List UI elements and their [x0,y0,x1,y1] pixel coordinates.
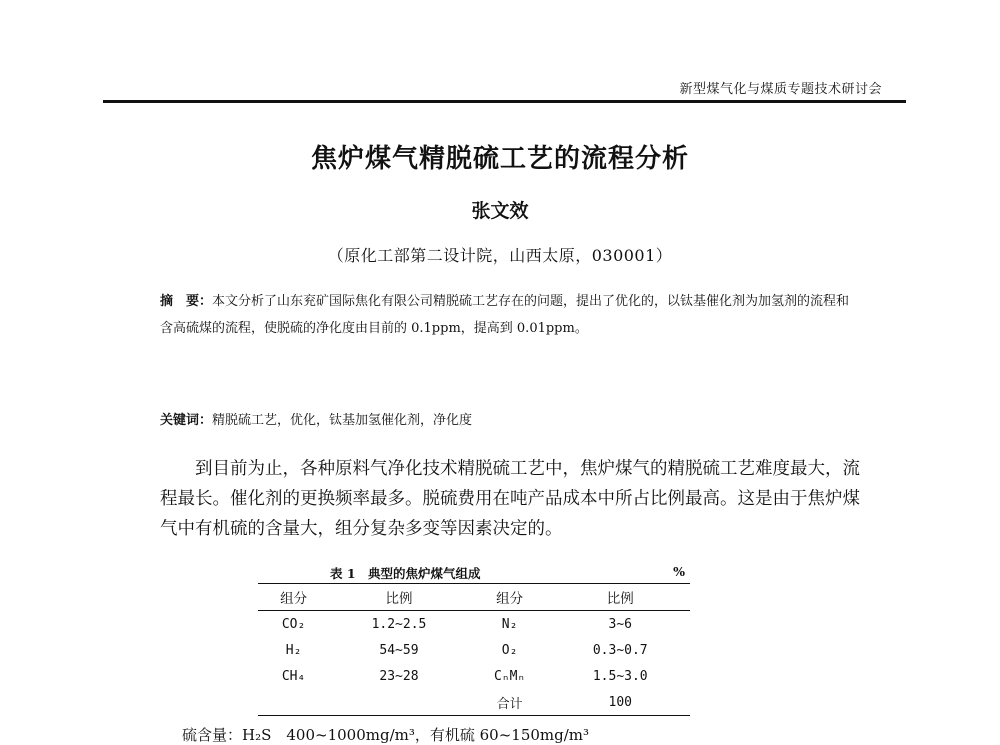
abstract-label: 摘 要： [160,294,213,309]
abstract [160,288,860,342]
trailing-text-line: 硫含量：H₂S 400~1000mg/m³，有机硫 60~150mg/m³ [182,726,590,744]
table-header-cell: 比例 [329,584,468,611]
table-caption [330,564,685,582]
table-row [258,689,690,716]
article-author: 张文效 [471,200,529,222]
table-cell: CO₂ [281,616,306,632]
table-cell: 23~28 [379,668,419,684]
table-header-cell: 组分 [258,584,329,611]
abstract-text: 本文分析了山东兖矿国际焦化有限公司精脱硫工艺存在的问题，提出了优化的，以钛基催化剂为加氢剂的流程和含高硫煤的流程，使脱硫的净化度由目前的 0.1ppm，提高到 0.01ppm。 [160,294,850,336]
article-title: 焦炉煤气精脱硫工艺的流程分析 [310,144,689,174]
article-affiliation: （原化工部第二设计院，山西太原，030001） [327,246,673,265]
table-cell: O₂ [501,642,518,658]
table-cell: 1.5~3.0 [592,668,648,684]
table-cell: 100 [551,689,691,716]
body-paragraph: 到目前为止，各种原料气净化技术精脱硫工艺中，焦炉煤气的精脱硫工艺难度最大，流程最长。催化剂的更换频率最多。脱硫费用在吨产品成本中所占比例最高。这是由于焦炉煤气中有机硫的含量大，组分复杂多变等因素决定的。 [160,459,860,539]
keywords [160,409,860,428]
table-cell: 0.3~0.7 [592,642,648,658]
table-cell [258,689,329,716]
table-header-cell: 比例 [551,584,691,611]
running-header: 新型煤气化与煤质专题技术研讨会 [679,82,882,97]
table-cell: CₙMₙ [493,668,526,684]
table-cell: CH₄ [281,668,306,684]
table-row [258,637,690,663]
composition-table [258,583,690,716]
keywords-label: 关键词： [160,413,213,428]
table-cell [329,689,468,716]
table-cell: N₂ [501,616,518,632]
table-header-cell: 组分 [469,584,551,611]
table-unit: % [673,564,685,579]
table-caption-title: 表 1 典型的焦炉煤气组成 [330,566,481,581]
table-cell: 54~59 [379,642,419,658]
table-header-row [258,584,690,611]
keywords-text: 精脱硫工艺，优化，钛基加氢催化剂，净化度 [212,413,473,428]
table-row [258,611,690,638]
table-cell: 3~6 [608,616,632,632]
table-cell: H₂ [285,642,302,658]
table-cell: 合计 [469,689,551,716]
header-rule [103,100,906,103]
table-row [258,663,690,689]
table-cell: 1.2~2.5 [371,616,427,632]
